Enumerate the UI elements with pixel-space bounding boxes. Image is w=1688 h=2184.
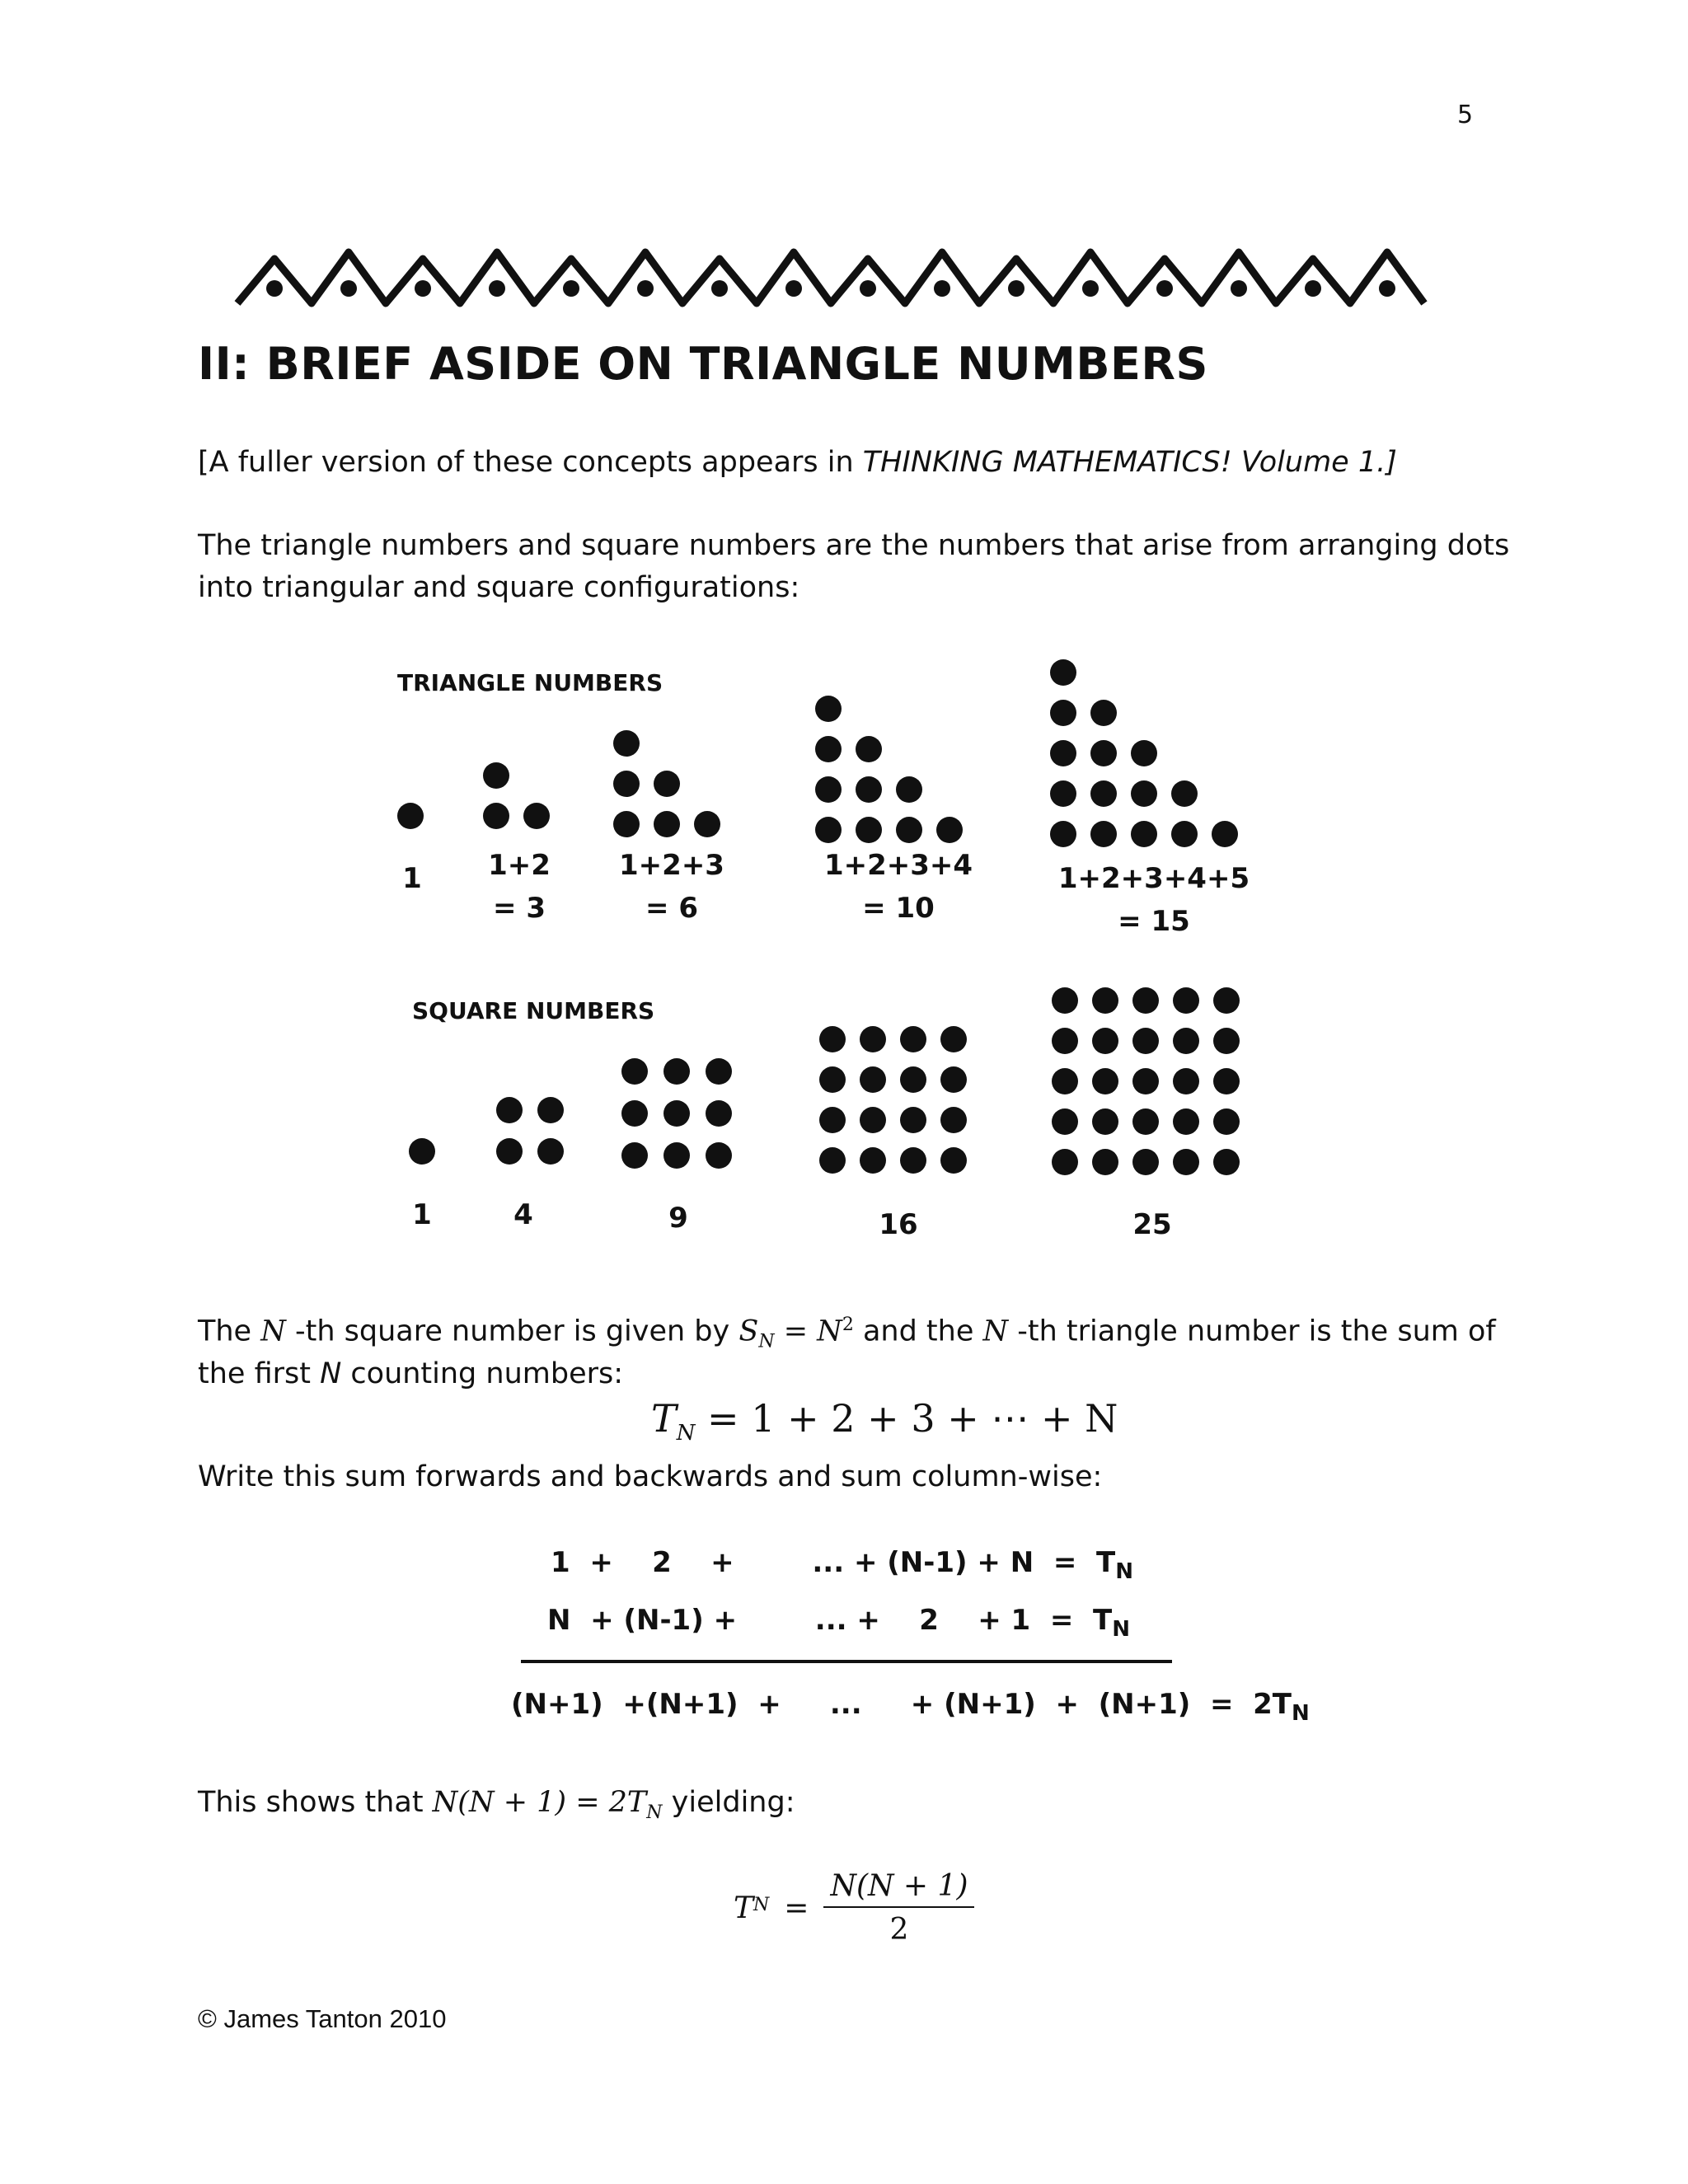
square-dot: [1092, 1149, 1118, 1175]
square-dot: [1092, 987, 1118, 1014]
intro-line-1: The triangle numbers and square numbers are the numbers that arise from arranging dots: [198, 529, 1510, 562]
sum-row-forward: 1 + 2 + ... + $(N-1) + N = T_N$: [551, 1546, 1133, 1584]
shows-that-line: This shows that $N(N + 1) = 2T_N$ yielding:: [198, 1786, 795, 1823]
section-title: II: BRIEF ASIDE ON TRIANGLE NUMBERS: [198, 338, 1208, 390]
square-dot: [663, 1142, 690, 1169]
triangle-dot: [613, 771, 640, 797]
note-prefix: [A fuller version of these concepts appears in: [198, 446, 863, 479]
triangle-dot: [483, 762, 509, 789]
square-dot: [409, 1138, 435, 1165]
square-dot: [1132, 1068, 1159, 1094]
triangle-sum-equation: $T_N = 1 + 2 + 3$ + ⋯ + N: [651, 1396, 1118, 1446]
sum-divider-line: [521, 1660, 1172, 1663]
square-dot: [940, 1107, 967, 1133]
triangle-dot: [1090, 700, 1117, 726]
fraction: $\frac{N(N + 1)}{2}$: [823, 1869, 974, 1947]
square-dot: [940, 1147, 967, 1174]
triangle-dot: [1171, 780, 1198, 807]
triangle-dot: [1090, 780, 1117, 807]
triangle-dot: [936, 817, 963, 843]
triangle-dot: [896, 776, 922, 803]
square-dot: [1052, 1108, 1078, 1135]
square-dot: [663, 1100, 690, 1127]
triangle-dot: [815, 696, 842, 722]
square-label-1: 1: [412, 1198, 432, 1231]
square-dot: [621, 1142, 648, 1169]
triangle-numbers-heading: TRIANGLE NUMBERS: [397, 669, 663, 696]
square-dot: [1213, 1068, 1240, 1094]
square-dot: [900, 1107, 926, 1133]
triangle-dot: [483, 803, 509, 829]
book-title: THINKING MATHEMATICS! Volume 1.]: [862, 446, 1397, 479]
square-dot: [537, 1097, 564, 1123]
square-dot: [496, 1097, 523, 1123]
square-dot: [621, 1058, 648, 1085]
triangle-dot: [613, 730, 640, 757]
triangle-dot: [654, 771, 680, 797]
triangle-dot: [856, 817, 882, 843]
triangle-dot: [1171, 821, 1198, 847]
square-label-9: 9: [668, 1202, 688, 1235]
square-dot: [1052, 1149, 1078, 1175]
square-dot: [1173, 1108, 1199, 1135]
square-dot: [900, 1026, 926, 1052]
square-dot: [940, 1026, 967, 1052]
triangle-dot: [1050, 821, 1076, 847]
triangle-dot: [815, 776, 842, 803]
triangle-dot: [1090, 821, 1117, 847]
square-dot: [819, 1066, 846, 1093]
triangle-label-6: 1+2+3 = 6: [619, 849, 724, 925]
square-dot: [860, 1107, 886, 1133]
square-dot: [1132, 1028, 1159, 1054]
square-numbers-heading: SQUARE NUMBERS: [412, 997, 655, 1024]
square-dot: [1173, 1149, 1199, 1175]
triangle-dot: [815, 817, 842, 843]
square-dot: [819, 1147, 846, 1174]
intro-line-2: into triangular and square configurations:: [198, 571, 800, 604]
square-dot: [1052, 987, 1078, 1014]
square-dot: [1173, 1028, 1199, 1054]
square-dot: [1132, 987, 1159, 1014]
nth-square-line-2: the first N counting numbers:: [198, 1357, 624, 1390]
triangle-dot: [654, 811, 680, 837]
sum-row-total: (N+1) +(N+1) + ... + $(N+1) + (N+1) = 2T_N$: [511, 1688, 1310, 1726]
triangle-label-3: 1+2 = 3: [488, 849, 551, 925]
triangle-label-1: 1: [402, 862, 422, 895]
square-dot: [706, 1100, 732, 1127]
triangle-dot: [856, 776, 882, 803]
square-label-25: 25: [1132, 1208, 1172, 1241]
square-dot: [900, 1066, 926, 1093]
final-formula: T N = $\frac{N(N + 1)}{2}$: [734, 1869, 974, 1947]
square-dot: [1173, 987, 1199, 1014]
square-dot: [1092, 1028, 1118, 1054]
triangle-dot: [896, 817, 922, 843]
square-dot: [860, 1026, 886, 1052]
square-dot: [621, 1100, 648, 1127]
square-dot: [860, 1147, 886, 1174]
page-number: 5: [1457, 101, 1474, 129]
triangle-dot: [1212, 821, 1238, 847]
triangle-dot: [523, 803, 550, 829]
square-label-4: 4: [513, 1198, 533, 1231]
square-dot: [706, 1058, 732, 1085]
square-dot: [1173, 1068, 1199, 1094]
square-dot: [819, 1107, 846, 1133]
square-dot: [1092, 1068, 1118, 1094]
square-label-16: 16: [879, 1208, 918, 1241]
triangle-dot: [694, 811, 720, 837]
square-dot: [1132, 1149, 1159, 1175]
triangle-dot: [397, 803, 424, 829]
triangle-dot: [613, 811, 640, 837]
triangle-label-10: 1+2+3+4 = 10: [823, 849, 973, 925]
square-dot: [1213, 1028, 1240, 1054]
triangle-dot: [1050, 700, 1076, 726]
triangle-dot: [1090, 740, 1117, 766]
square-dot: [860, 1066, 886, 1093]
write-sum-instruction: Write this sum forwards and backwards and sum column-wise:: [198, 1460, 1103, 1493]
square-dot: [1132, 1108, 1159, 1135]
square-dot: [1052, 1068, 1078, 1094]
triangle-label-15: 1+2+3+4+5 = 15: [1057, 862, 1250, 938]
triangle-dot: [856, 736, 882, 762]
square-dot: [706, 1142, 732, 1169]
triangle-dot: [1131, 740, 1157, 766]
square-dot: [1092, 1108, 1118, 1135]
square-dot: [900, 1147, 926, 1174]
square-dot: [1213, 1149, 1240, 1175]
copyright-footer: © James Tanton 2010: [198, 2004, 447, 2033]
triangle-dot: [1131, 821, 1157, 847]
square-dot: [663, 1058, 690, 1085]
square-dot: [1213, 987, 1240, 1014]
sum-row-backward: N + (N-1) + ... + 2 + $1 = T_N$: [547, 1604, 1130, 1642]
square-dot: [819, 1026, 846, 1052]
square-dot: [1213, 1108, 1240, 1135]
triangle-dot: [1050, 740, 1076, 766]
triangle-dot: [1050, 659, 1076, 686]
square-dot: [940, 1066, 967, 1093]
triangle-dot: [815, 736, 842, 762]
square-dot: [496, 1138, 523, 1165]
square-dot: [1052, 1028, 1078, 1054]
nth-square-line-1: The N -th square number is given by $S_N = N^2$ and the N -th triangle number is the sum of: [198, 1315, 1496, 1352]
square-dot: [537, 1138, 564, 1165]
triangle-dot: [1050, 780, 1076, 807]
triangle-dot: [1131, 780, 1157, 807]
